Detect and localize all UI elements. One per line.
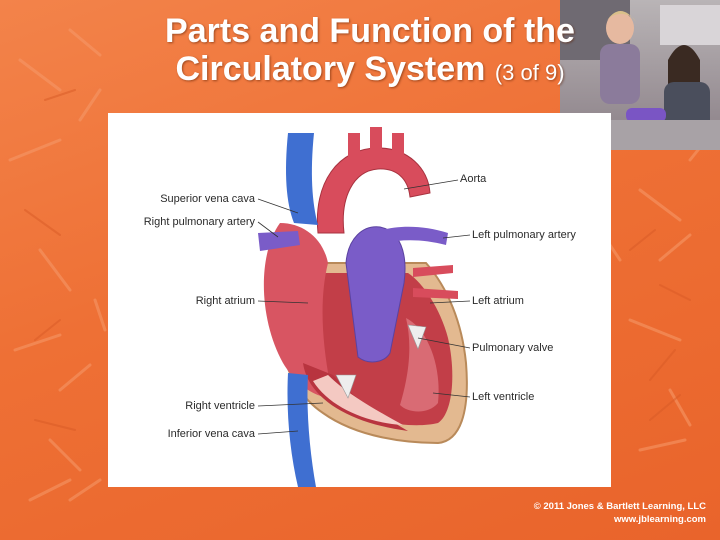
label-left-ventricle: Left ventricle bbox=[472, 391, 535, 403]
copyright-text: © 2011 Jones & Bartlett Learning, LLC bbox=[533, 501, 706, 512]
copyright-notice bbox=[534, 500, 706, 526]
label-left-pulmonary-artery: Left pulmonary artery bbox=[472, 229, 576, 241]
label-right-ventricle: Right ventricle bbox=[185, 400, 255, 412]
label-left-atrium: Left atrium bbox=[472, 295, 524, 307]
label-pulmonary-valve: Pulmonary valve bbox=[472, 342, 554, 354]
heart-diagram bbox=[108, 113, 611, 487]
publisher-website: www.jblearning.com bbox=[613, 514, 706, 525]
label-superior-vena-cava: Superior vena cava bbox=[160, 193, 255, 205]
title-line-2 bbox=[120, 50, 620, 92]
label-aorta: Aorta bbox=[460, 173, 487, 185]
title-line-1: Parts and Function of the bbox=[165, 12, 575, 50]
label-right-atrium: Right atrium bbox=[195, 295, 255, 307]
title-main: Circulatory System bbox=[175, 50, 486, 88]
slide-title bbox=[120, 12, 620, 92]
label-inferior-vena-cava: Inferior vena cava bbox=[167, 428, 255, 440]
label-right-pulmonary-artery: Right pulmonary artery bbox=[143, 216, 255, 228]
title-counter: (3 of 9) bbox=[494, 60, 565, 85]
